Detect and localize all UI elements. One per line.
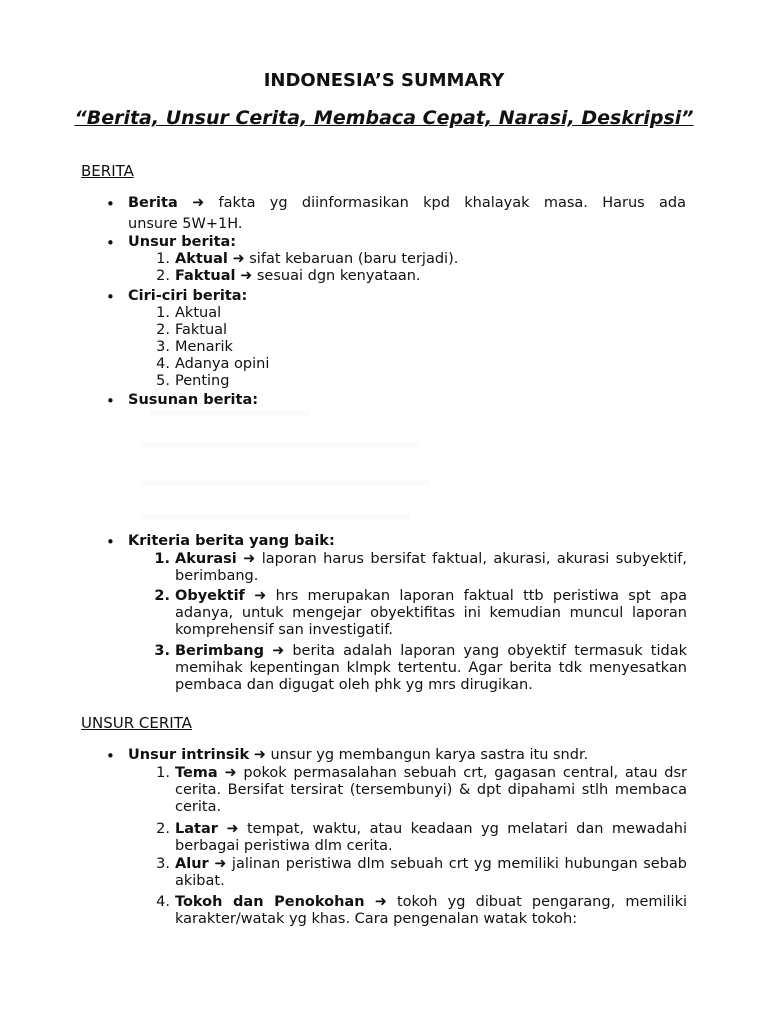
list-item: Latar ➜ tempat, waktu, atau keadaan yg melatari dan mewadahi berbagai peristiwa dlm cerita. <box>175 821 688 854</box>
bullet-berita: Berita ➜ fakta yg diinformasikan kpd khalayak masa. Harus ada <box>128 195 687 211</box>
list-number: 2. <box>154 588 170 604</box>
list-number: 5. <box>156 373 170 389</box>
list-item: Penting <box>175 373 230 389</box>
bullet-icon: • <box>106 392 115 410</box>
list-number: 1. <box>156 305 170 321</box>
bullet-icon: • <box>106 195 115 213</box>
bullet-icon: • <box>106 747 115 765</box>
page-title: INDONESIA’S SUMMARY <box>263 70 505 91</box>
list-item: Akurasi ➜ laporan harus bersifat faktual, akurasi, akurasi subyektif, berimbang. <box>175 551 687 584</box>
list-number: 2. <box>156 322 170 338</box>
list-number: 4. <box>156 894 170 910</box>
obscured-text <box>140 442 420 448</box>
obscured-text <box>140 480 430 486</box>
list-number: 3. <box>156 856 170 872</box>
list-item: Adanya opini <box>175 356 270 372</box>
obscured-text <box>140 514 410 520</box>
list-number: 3. <box>154 643 170 659</box>
list-number: 3. <box>156 339 170 355</box>
section-heading-unsur-cerita: UNSUR CERITA <box>81 714 192 732</box>
list-item: Alur ➜ jalinan peristiwa dlm sebuah crt yg memiliki hubungan sebab akibat. <box>175 856 688 889</box>
bullet-icon: • <box>106 288 115 306</box>
list-number: 1. <box>154 551 170 567</box>
bullet-ciri-berita: Ciri-ciri berita: <box>128 288 248 304</box>
list-item: Faktual ➜ sesuai dgn kenyataan. <box>175 268 421 284</box>
list-item: Aktual <box>175 305 222 321</box>
bullet-kriteria-berita: Kriteria berita yang baik: <box>128 533 335 549</box>
bullet-unsur-berita: Unsur berita: <box>128 234 237 250</box>
bullet-icon: • <box>106 533 115 551</box>
list-item: Tema ➜ pokok permasalahan sebuah crt, gagasan central, atau dsr cerita. Bersifat tersirat (tersembunyi) & dpt dipahami stlh membaca cerita. <box>175 765 687 815</box>
list-item: Tokoh dan Penokohan ➜ tokoh yg dibuat pengarang, memiliki karakter/watak yg khas. Cara pengenalan watak tokoh: <box>175 894 688 927</box>
bullet-berita-cont: unsure 5W+1H. <box>128 216 243 232</box>
list-number: 1. <box>156 251 170 267</box>
list-number: 4. <box>156 356 170 372</box>
list-number: 2. <box>156 268 170 284</box>
bullet-unsur-intrinsik: Unsur intrinsik ➜ unsur yg membangun karya sastra itu sndr. <box>128 747 589 763</box>
list-number: 1. <box>156 765 170 781</box>
list-item: Obyektif ➜ hrs merupakan laporan faktual ttb peristiwa spt apa adanya, untuk mengejar obyektifitas ini kemudian muncul laporan komprehensif san investigatif. <box>175 588 687 638</box>
obscured-text <box>150 410 310 416</box>
list-item: Menarik <box>175 339 233 355</box>
list-item: Berimbang ➜ berita adalah laporan yang obyektif termasuk tidak memihak kepentingan klmpk tertentu. Agar berita tdk menyesatkan pembaca dan digugat oleh phk yg mrs dirugikan. <box>175 643 687 693</box>
page-subtitle: “Berita, Unsur Cerita, Membaca Cepat, Narasi, Deskripsi” <box>74 107 694 129</box>
section-heading-berita: BERITA <box>81 162 134 180</box>
list-item: Aktual ➜ sifat kebaruan (baru terjadi). <box>175 251 459 267</box>
bullet-susunan-berita: Susunan berita: <box>128 392 259 408</box>
bullet-icon: • <box>106 234 115 252</box>
list-number: 2. <box>156 821 170 837</box>
list-item: Faktual <box>175 322 228 338</box>
